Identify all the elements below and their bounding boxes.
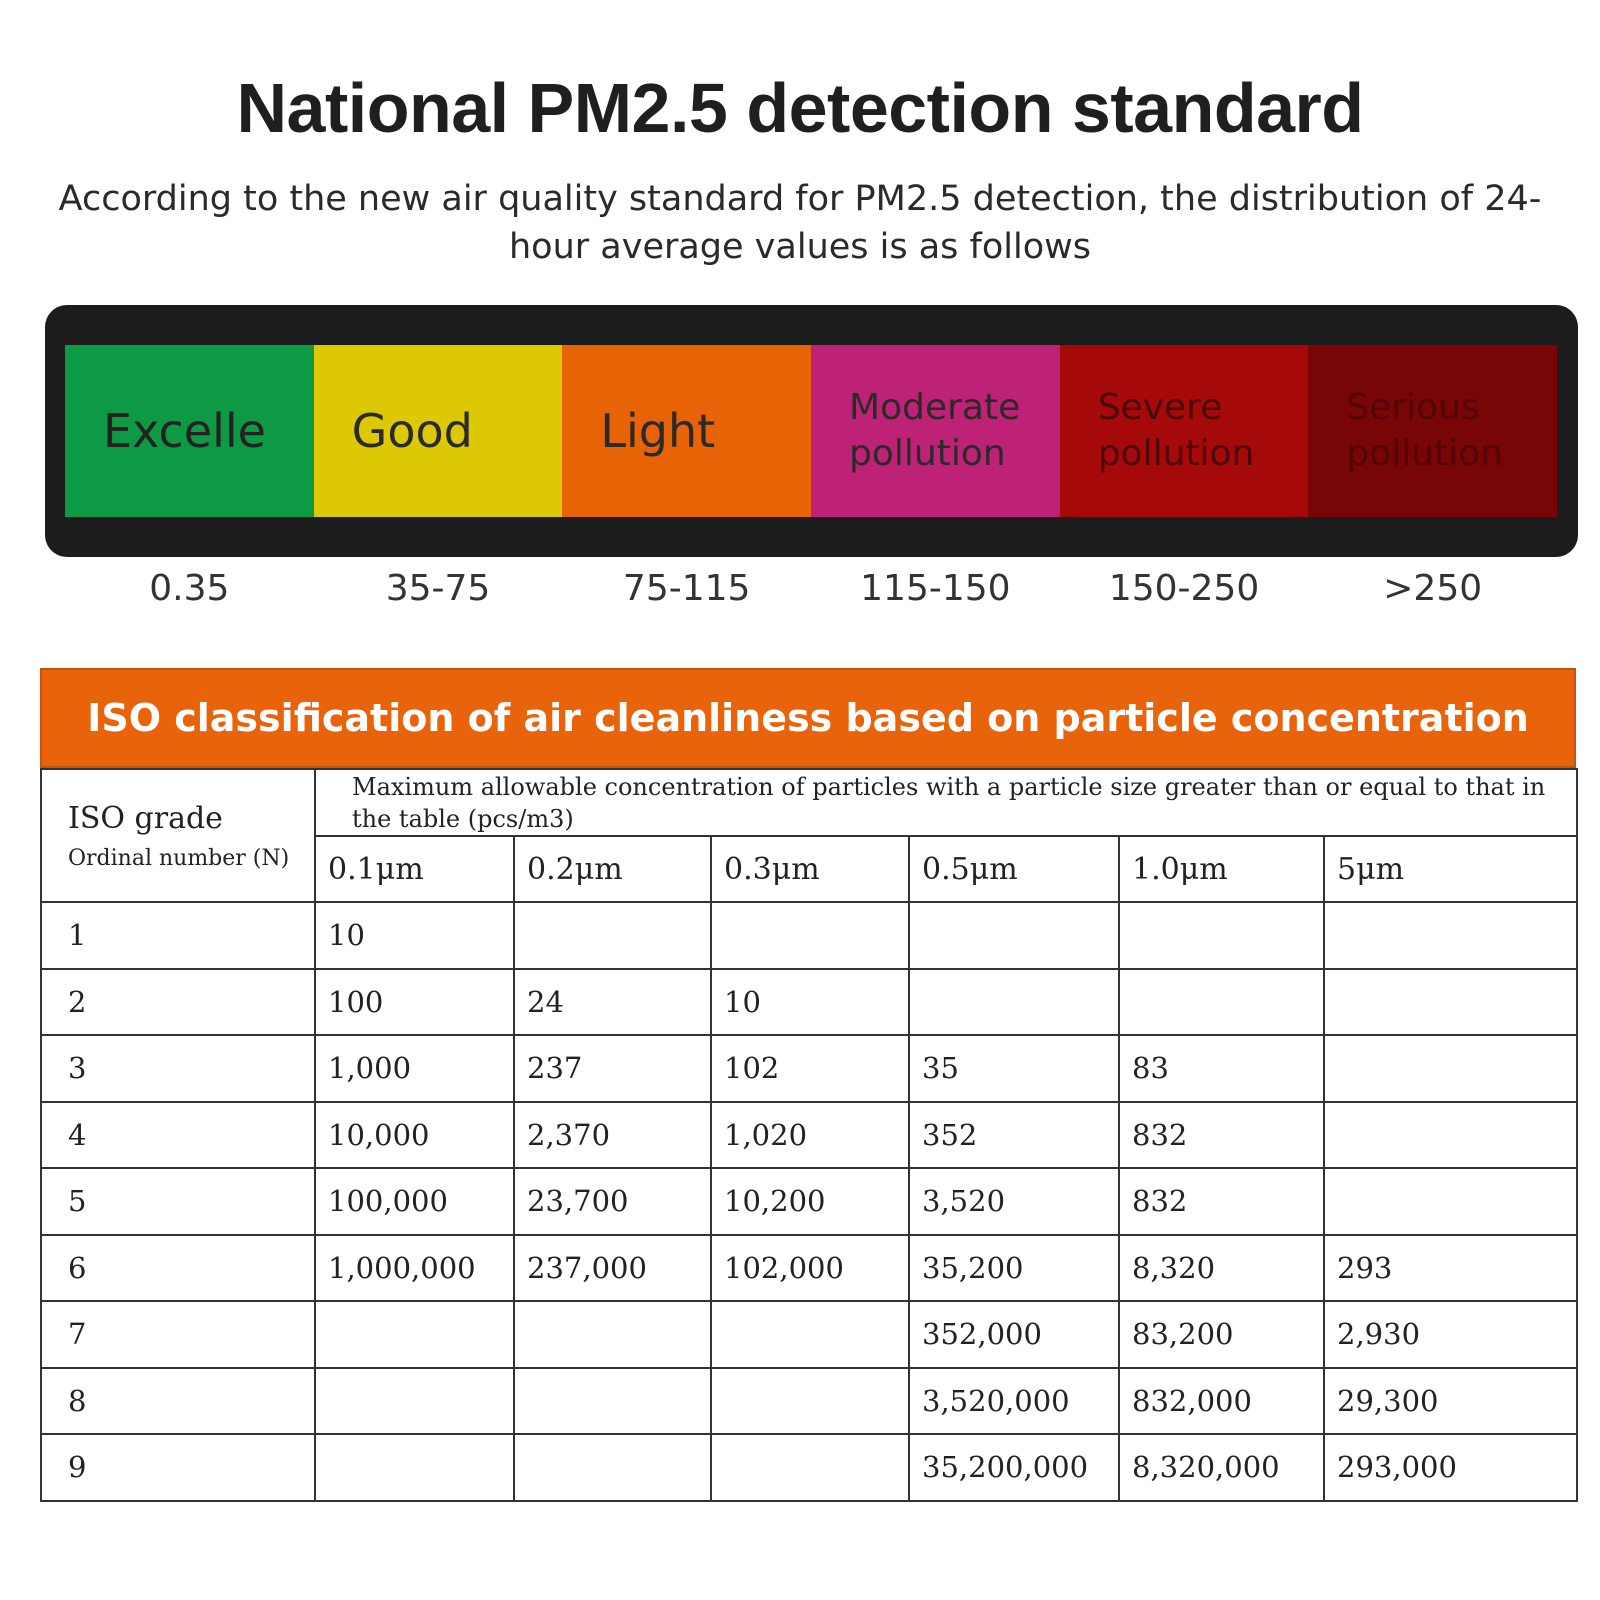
concentration-cell: [514, 1301, 711, 1368]
page-subtitle: According to the new air quality standard for PM2.5 detection, the distribution of 24-hour average values is as follows: [58, 179, 1542, 267]
scale-band: [562, 345, 811, 517]
table-row: [41, 1235, 1577, 1302]
particle-size-header: 0.1μm: [315, 836, 514, 902]
concentration-cell: 8,320,000: [1119, 1434, 1324, 1501]
concentration-cell: [1324, 1035, 1577, 1102]
concentration-cell: [1324, 969, 1577, 1036]
iso-classification-table: [40, 768, 1578, 1502]
concentration-cell: 10,000: [315, 1102, 514, 1169]
concentration-cell: 35,200,000: [909, 1434, 1119, 1501]
concentration-cell: 1,020: [711, 1102, 909, 1169]
concentration-cell: [1324, 1168, 1577, 1235]
table-row: [41, 1035, 1577, 1102]
concentration-cell: 100: [315, 969, 514, 1036]
iso-grade-cell: 5: [41, 1168, 315, 1235]
particle-size-header: 0.2μm: [514, 836, 711, 902]
pm25-range-labels: [65, 568, 1557, 618]
particle-size-header: 1.0μm: [1119, 836, 1324, 902]
concentration-cell: 102: [711, 1035, 909, 1102]
table-row: [41, 969, 1577, 1036]
scale-band: [314, 345, 563, 517]
concentration-cell: [711, 1368, 909, 1435]
iso-grade-cell: 6: [41, 1235, 315, 1302]
concentration-cell: [711, 902, 909, 969]
concentration-cell: 832: [1119, 1168, 1324, 1235]
iso-grade-cell: 1: [41, 902, 315, 969]
scale-band-label: Moderate pollution: [849, 387, 1021, 474]
concentration-cell: 10: [315, 902, 514, 969]
iso-table-title: ISO classification of air cleanliness based on particle concentration: [40, 668, 1576, 768]
concentration-cell: 2,370: [514, 1102, 711, 1169]
concentration-cell: [514, 1368, 711, 1435]
concentration-cell: [315, 1368, 514, 1435]
concentration-cell: [909, 969, 1119, 1036]
concentration-cell: 237: [514, 1035, 711, 1102]
concentration-cell: [1324, 902, 1577, 969]
concentration-cell: 237,000: [514, 1235, 711, 1302]
concentration-cell: 35,200: [909, 1235, 1119, 1302]
scale-band-label: Good: [351, 404, 473, 458]
concentration-cell: 8,320: [1119, 1235, 1324, 1302]
concentration-cell: [909, 902, 1119, 969]
concentration-cell: 83: [1119, 1035, 1324, 1102]
scale-range-label: 35-75: [385, 568, 491, 609]
concentration-cell: 100,000: [315, 1168, 514, 1235]
page-title: National PM2.5 detection standard: [236, 69, 1364, 147]
concentration-cell: 832: [1119, 1102, 1324, 1169]
concentration-cell: 352: [909, 1102, 1119, 1169]
scale-band: [1308, 345, 1557, 517]
scale-band-label: Light: [600, 404, 716, 458]
iso-grade-cell: 3: [41, 1035, 315, 1102]
ordinal-number-label: Ordinal number (N): [68, 845, 290, 871]
iso-table-body: [41, 902, 1577, 1501]
concentration-header: Maximum allowable concentration of particles with a particle size greater than or equal to that in the table (pcs/m3): [315, 769, 1577, 836]
concentration-cell: 352,000: [909, 1301, 1119, 1368]
iso-grade-cell: 7: [41, 1301, 315, 1368]
iso-grade-cell: 9: [41, 1434, 315, 1501]
table-row: [41, 1434, 1577, 1501]
concentration-cell: [1119, 902, 1324, 969]
concentration-cell: 2,930: [1324, 1301, 1577, 1368]
concentration-cell: 293: [1324, 1235, 1577, 1302]
table-row: [41, 1168, 1577, 1235]
concentration-cell: [711, 1434, 909, 1501]
scale-band: [811, 345, 1060, 517]
concentration-cell: [711, 1301, 909, 1368]
table-row: [41, 1102, 1577, 1169]
scale-range-label: 150-250: [1108, 568, 1260, 609]
concentration-cell: 3,520,000: [909, 1368, 1119, 1435]
concentration-cell: 102,000: [711, 1235, 909, 1302]
table-row: [41, 1301, 1577, 1368]
scale-band-label: Excelle: [103, 404, 266, 458]
scale-band: [65, 345, 314, 517]
scale-range-label: 75-115: [622, 568, 751, 609]
scale-range-label: >250: [1383, 568, 1483, 609]
concentration-cell: 35: [909, 1035, 1119, 1102]
concentration-cell: 1,000: [315, 1035, 514, 1102]
concentration-cell: 83,200: [1119, 1301, 1324, 1368]
concentration-cell: [315, 1301, 514, 1368]
pm25-scale-bar: [65, 345, 1557, 517]
iso-grade-header: [41, 769, 315, 902]
iso-grade-cell: 8: [41, 1368, 315, 1435]
concentration-cell: 23,700: [514, 1168, 711, 1235]
table-row: [41, 1368, 1577, 1435]
concentration-cell: [1324, 1102, 1577, 1169]
concentration-cell: [315, 1434, 514, 1501]
concentration-cell: [1119, 969, 1324, 1036]
concentration-cell: 24: [514, 969, 711, 1036]
concentration-cell: 293,000: [1324, 1434, 1577, 1501]
particle-size-header: 5μm: [1324, 836, 1577, 902]
scale-range-label: 115-150: [860, 568, 1011, 609]
concentration-cell: 10: [711, 969, 909, 1036]
scale-band-label: Severe pollution: [1097, 387, 1255, 474]
concentration-cell: 29,300: [1324, 1368, 1577, 1435]
concentration-cell: 832,000: [1119, 1368, 1324, 1435]
table-row: [41, 902, 1577, 969]
concentration-cell: [514, 1434, 711, 1501]
concentration-cell: 10,200: [711, 1168, 909, 1235]
pm25-scale-frame: [45, 305, 1578, 557]
concentration-cell: 3,520: [909, 1168, 1119, 1235]
iso-grade-cell: 4: [41, 1102, 315, 1169]
concentration-cell: 1,000,000: [315, 1235, 514, 1302]
scale-range-label: 0.35: [149, 568, 230, 609]
iso-grade-label: ISO grade: [68, 800, 223, 836]
iso-grade-cell: 2: [41, 969, 315, 1036]
scale-band: [1060, 345, 1309, 517]
particle-size-header: 0.3μm: [711, 836, 909, 902]
scale-band-label: Serious pollution: [1346, 387, 1504, 474]
concentration-cell: [514, 902, 711, 969]
particle-size-header: 0.5μm: [909, 836, 1119, 902]
